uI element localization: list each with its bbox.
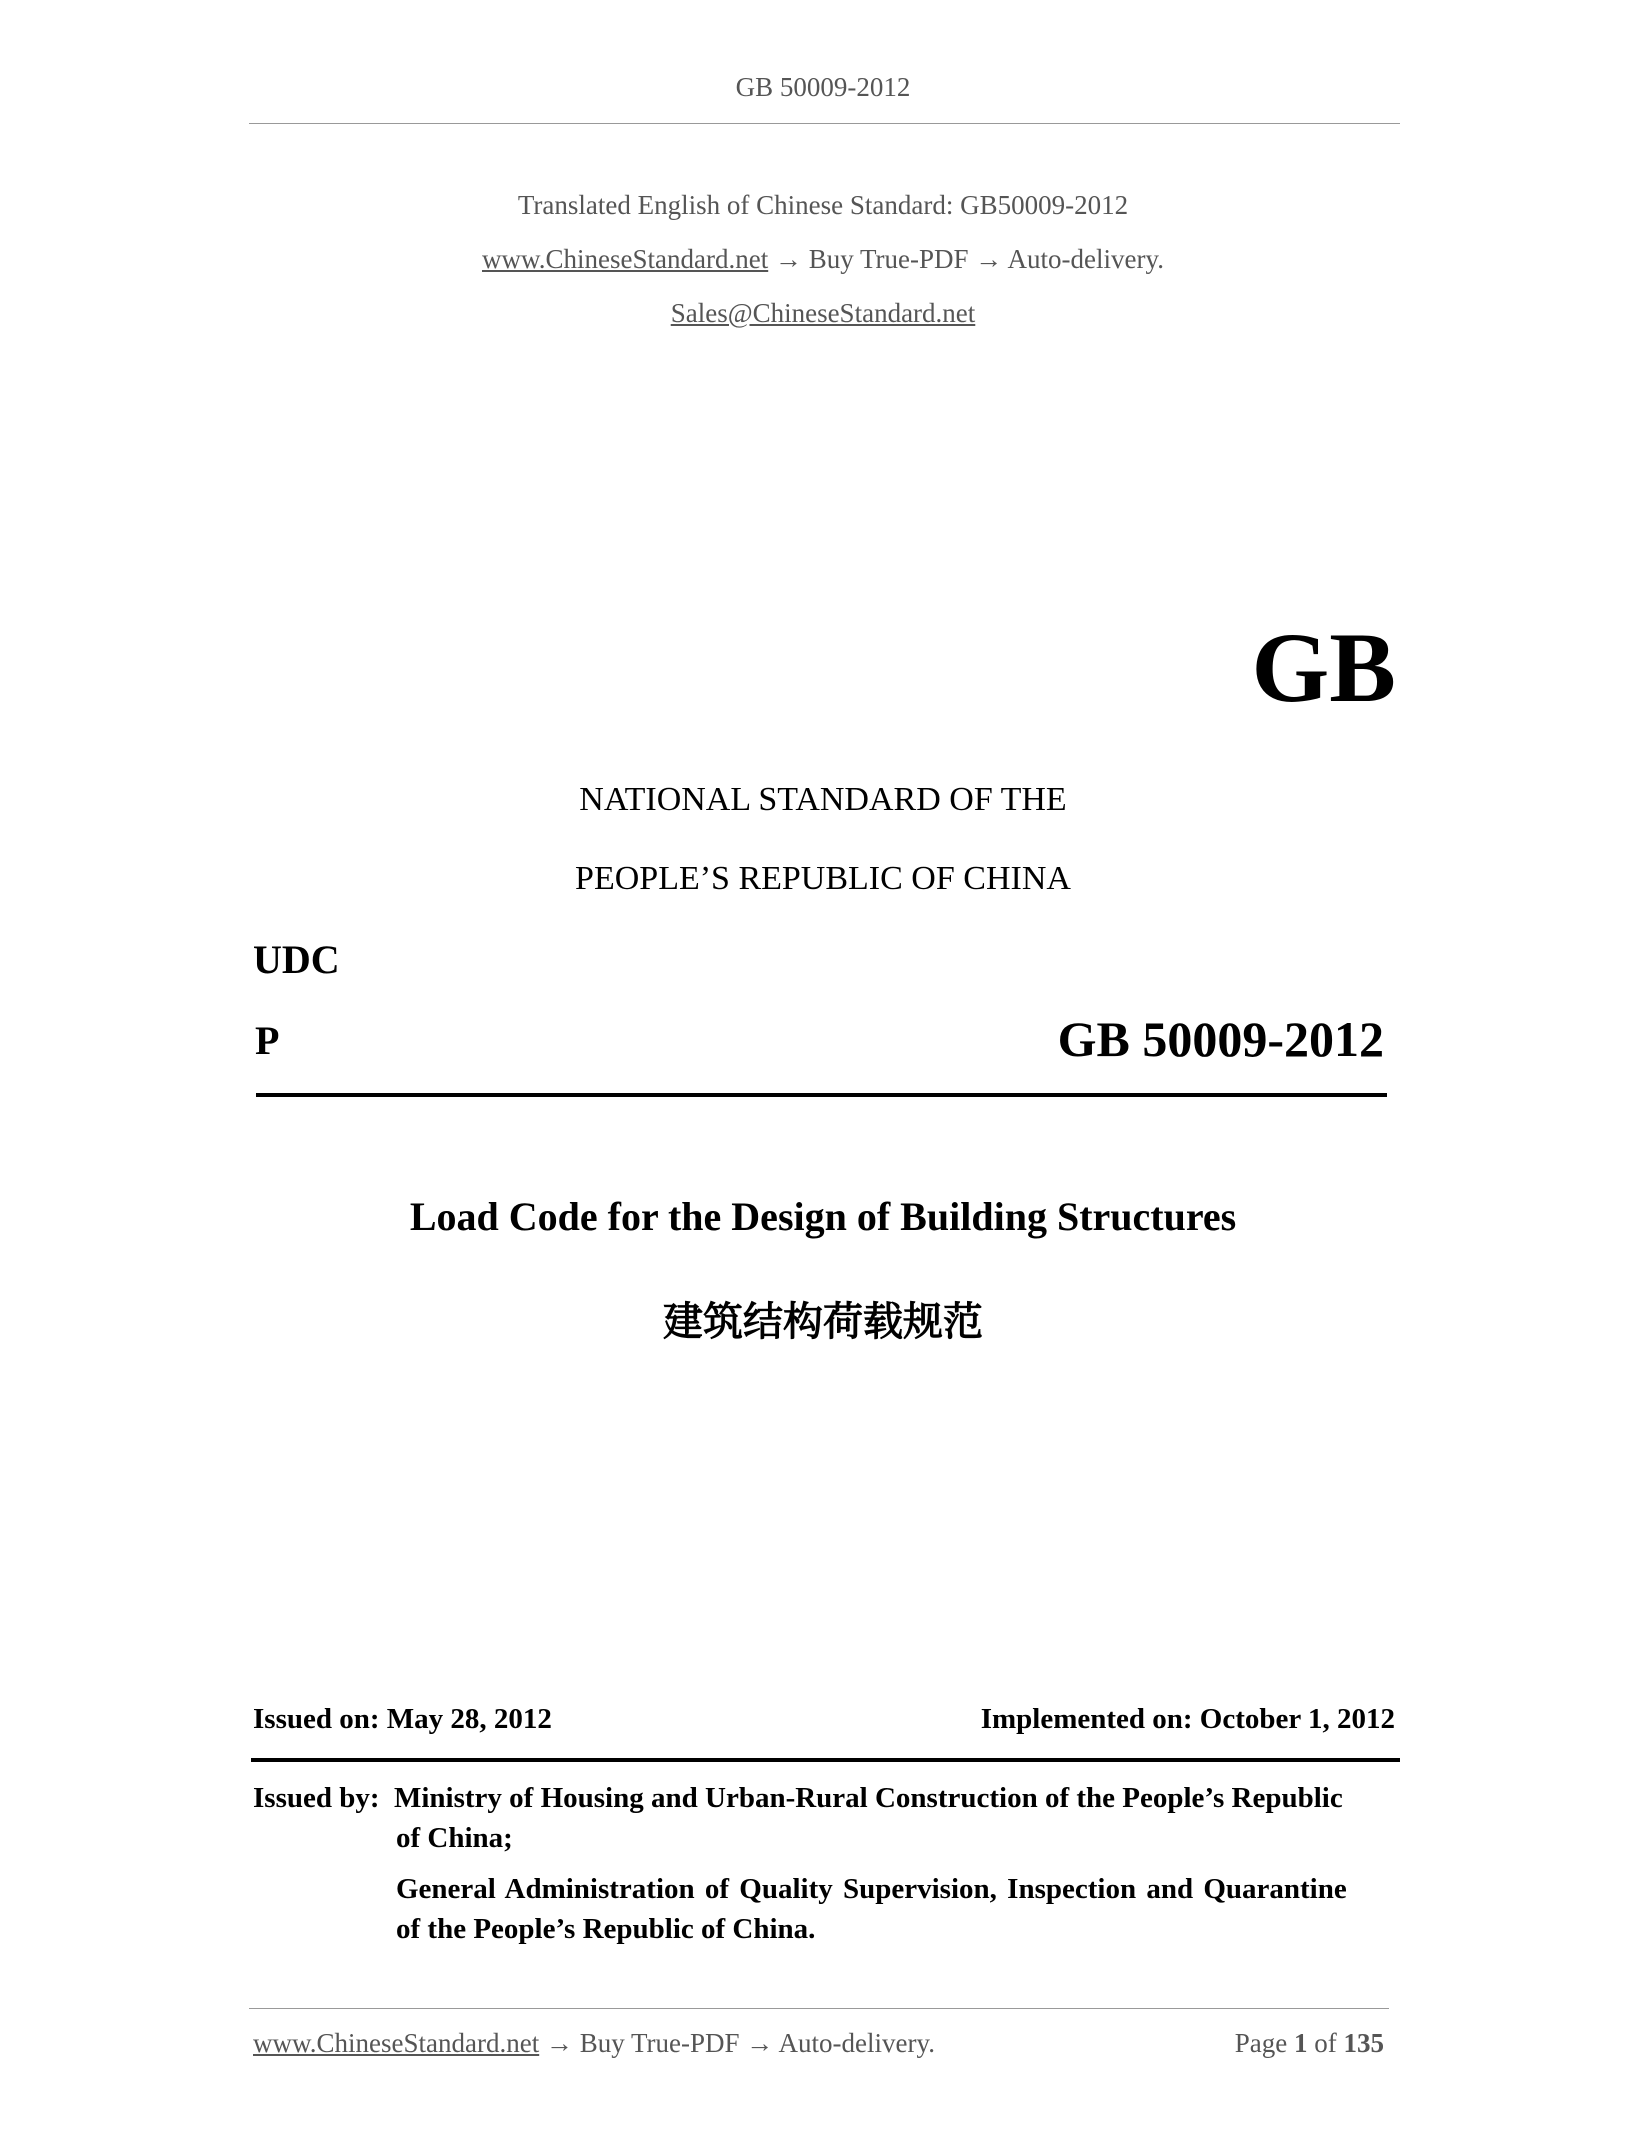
email-line <box>0 298 1646 329</box>
issue-divider <box>251 1758 1400 1762</box>
gb-logo: GB <box>1251 612 1396 723</box>
footer-divider <box>249 2008 1389 2009</box>
page-number: 1 <box>1294 2028 1308 2058</box>
page-total: 135 <box>1343 2028 1384 2058</box>
buy-notice <box>0 244 1646 275</box>
site-link[interactable]: www.ChineseStandard.net <box>482 244 769 274</box>
udc-label: UDC <box>253 937 340 982</box>
footer-site-link[interactable]: www.ChineseStandard.net <box>253 2028 540 2058</box>
national-standard-line2: PEOPLE’S REPUBLIC OF CHINA <box>575 860 1071 897</box>
email-link[interactable]: Sales@ChineseStandard.net <box>670 298 976 328</box>
issuer2-line2: of the People’s Republic of China. <box>396 1913 816 1945</box>
title-english: Load Code for the Design of Building Structures <box>409 1194 1237 1239</box>
translated-notice: Translated English of Chinese Standard: GB50009-2012 <box>517 190 1129 220</box>
footer-buy-text: → Buy True-PDF → Auto-delivery. <box>539 2028 935 2058</box>
issuer1-line2: of China; <box>396 1822 513 1854</box>
implemented-on: Implemented on: October 1, 2012 <box>980 1703 1395 1735</box>
page-indicator <box>1235 2028 1384 2059</box>
issued-by-label: Issued by: <box>253 1782 380 1814</box>
running-header: GB 50009-2012 <box>735 72 911 102</box>
issuer2-line1: General Administration of Quality Supervision, Inspection and Quarantine <box>396 1873 1347 1905</box>
title-chinese: 建筑结构荷载规范 <box>663 1299 983 1345</box>
page-label: Page <box>1234 2028 1288 2058</box>
national-standard-line1: NATIONAL STANDARD OF THE <box>579 781 1067 818</box>
buy-text: → Buy True-PDF → Auto-delivery. <box>768 244 1164 274</box>
header-divider <box>249 123 1400 124</box>
standard-number: GB 50009-2012 <box>1057 1011 1384 1067</box>
issued-on: Issued on: May 28, 2012 <box>253 1703 552 1735</box>
p-label: P <box>255 1018 280 1063</box>
footer-buy-notice <box>253 2028 935 2059</box>
standard-divider <box>256 1093 1387 1097</box>
issuer1-line1: Ministry of Housing and Urban-Rural Construction of the People’s Republic <box>394 1782 1343 1814</box>
of-label: of <box>1314 2028 1337 2058</box>
